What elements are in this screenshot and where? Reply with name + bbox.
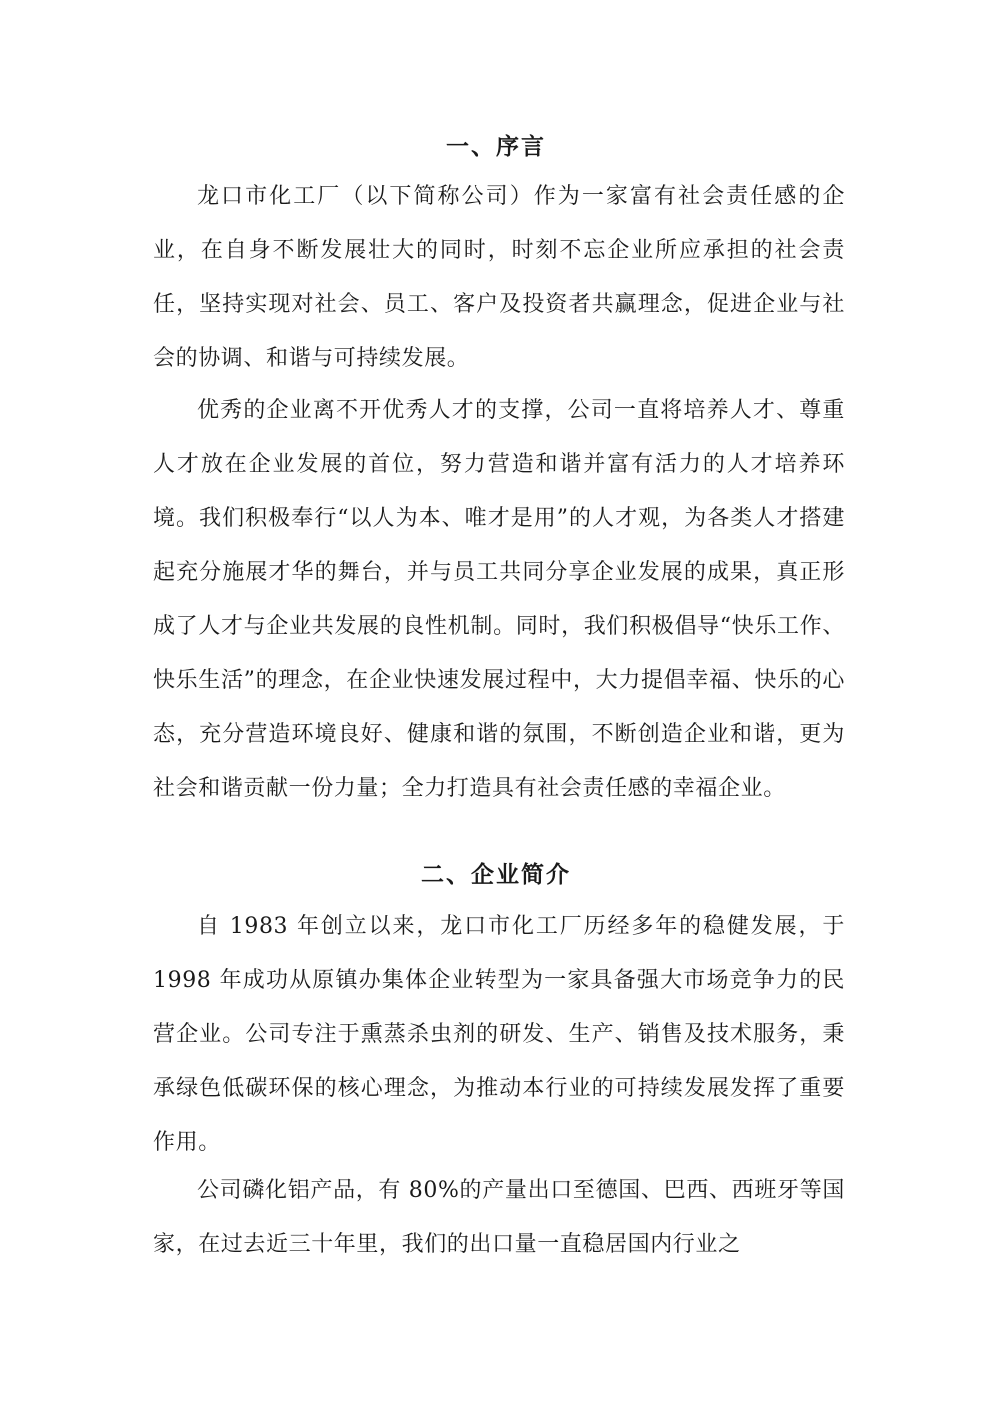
profile-paragraph-2: 公司磷化铝产品，有 80%的产量出口至德国、巴西、西班牙等国家，在过去近三十年里，我们的出口量一直稳居国内行业之	[153, 1178, 845, 1257]
section-heading-company-profile: 二、企业简介	[421, 861, 571, 888]
preface-paragraph-2: 优秀的企业离不开优秀人才的支撑，公司一直将培养人才、尊重人才放在企业发展的首位，努力营造和谐并富有活力的人才培养环境。我们积极奉行“以人为本、唯才是用”的人才观，为各类人才搭建起充分施展才华的舞台，并与员工共同分享企业发展的成果，真正形成了人才与企业共发展的良性机制。同时，我们积极倡导“快乐工作、快乐生活”的理念，在企业快速发展过程中，大力提倡幸福、快乐的心态，充分营造环境良好、健康和谐的氛围，不断创造企业和谐，更为社会和谐贡献一份力量；全力打造具有社会责任感的幸福企业。	[153, 398, 845, 801]
preface-paragraph-1: 龙口市化工厂（以下简称公司）作为一家富有社会责任感的企业，在自身不断发展壮大的同时，时刻不忘企业所应承担的社会责任，坚持实现对社会、员工、客户及投资者共赢理念，促进企业与社会的协调、和谐与可持续发展。	[153, 184, 845, 371]
section-heading-preface: 一、序言	[446, 133, 546, 160]
profile-paragraph-1: 自 1983 年创立以来，龙口市化工厂历经多年的稳健发展，于 1998 年成功从原镇办集体企业转型为一家具备强大市场竞争力的民营企业。公司专注于熏蒸杀虫剂的研发、生产、销售及技术服务，秉承绿色低碳环保的核心理念，为推动本行业的可持续发展发挥了重要作用。	[153, 914, 845, 1155]
